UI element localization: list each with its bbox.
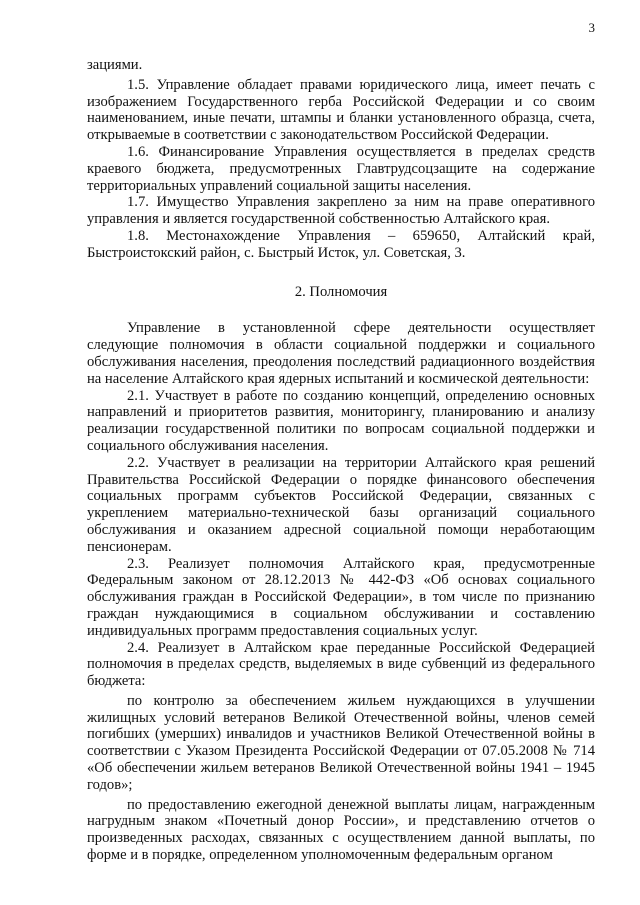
section-2-intro: Управление в установленной сфере деятельности осуществляет следующие полномочия в области социальной поддержки и социального обслуживания населения, преодоления последствий радиационного воздействия на население Алтайского края ядерных испытаний и космической деятельности: [87,320,595,387]
section-heading: 2. Полномочия [294,283,388,300]
clause-2-2: 2.2. Участвует в реализации на территории Алтайского края решений Правительства Российской Федерации о порядке финансового обеспечения социальных программ субъектов Российской Федерации, связанных с укреплением материально-технической базы организаций социального обслуживания и оказанием адресной социальной помощи неработающим пенсионерам. [87,454,595,555]
clause-1-8: 1.8. Местонахождение Управления – 659650, Алтайский край, Быстроистокский район, с. Быстрый Исток, ул. Советская, 3. [87,227,595,261]
clause-2-4: 2.4. Реализует в Алтайском крае переданные Российской Федерацией полномочия в пределах средств, выделяемых в виде субвенций из федерального бюджета: [87,639,595,690]
clause-2-4-item-housing: по контролю за обеспечением жильем нуждающихся в улучшении жилищных условий ветеранов Великой Отечественной войны, членов семей погибших (умерших) инвалидов и участников Великой Отечественной войны в соответствии с Указом Президента Российской Федерации от 07.05.2008 № 714 «Об обеспечении жильем ветеранов Великой Отечественной войны 1941 – 1945 годов»; [87,692,595,793]
clause-2-1: 2.1. Участвует в работе по созданию концепций, определению основных направлений и приоритетов развития, мониторингу, планированию и анализу реализации государственной политики по вопросам социальной поддержки и социального обслуживания населения. [87,387,595,454]
clause-2-3: 2.3. Реализует полномочия Алтайского края, предусмотренные Федеральным законом от 28.12.2013 № 442-ФЗ «Об основах социального обслуживания граждан в Российской Федерации», в том числе по признанию граждан нуждающимися в социальном обслуживании и составлению индивидуальных программ предоставления социальных услуг. [87,555,595,639]
clause-1-6: 1.6. Финансирование Управления осуществляется в пределах средств краевого бюджета, предусмотренных Главтрудсоцзащите на содержание территориальных управлений социальной защиты населения. [87,143,595,194]
clause-1-5: 1.5. Управление обладает правами юридического лица, имеет печать с изображением Государственного герба Российской Федерации и со своим наименованием, иные печати, штампы и бланки установленного образца, счета, открываемые в соответствии с законодательством Российской Федерации. [87,76,595,144]
clause-2-4-item-donor: по предоставлению ежегодной денежной выплаты лицам, награжденным нагрудным знаком «Почетный донор России», и представлению отчетов о произведенных расходах, связанных с осуществлением данной выплаты, по форме и в порядке, определенном уполномоченным федеральным органом [87,796,595,864]
page-number: 3 [588,20,595,35]
continuation-text: зациями. [87,57,143,73]
clause-1-7: 1.7. Имущество Управления закреплено за ним на праве оперативного управления и является государственной собственностью Алтайского края. [87,194,595,228]
document-body [87,57,595,864]
